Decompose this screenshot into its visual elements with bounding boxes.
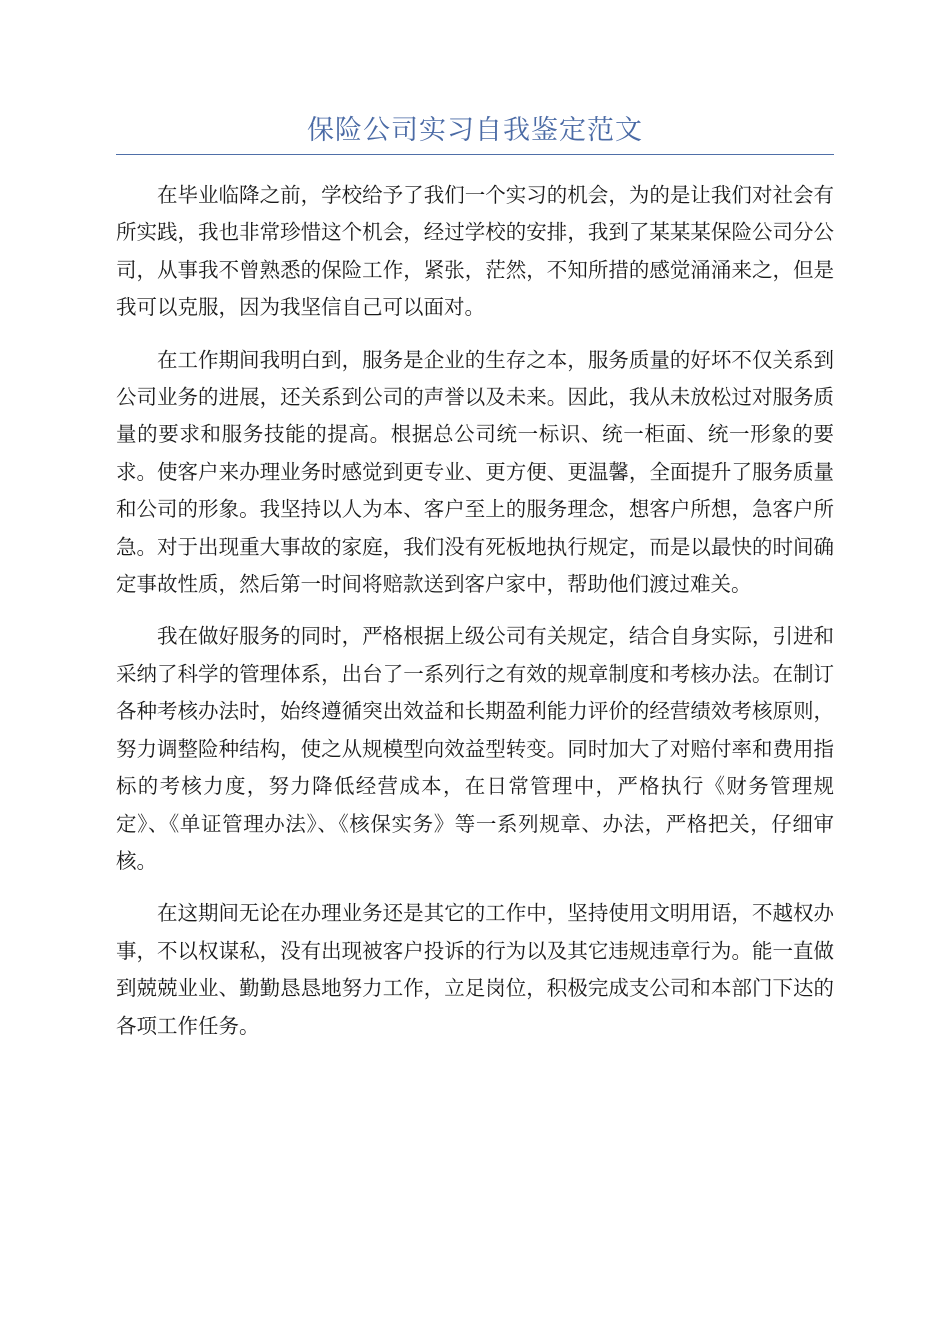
paragraph-3: 我在做好服务的同时，严格根据上级公司有关规定，结合自身实际，引进和采纳了科学的管理体系，出台了一系列行之有效的规章制度和考核办法。在制订各种考核办法时，始终遵循突出效益和长期盈利能力评价的经营绩效考核原则，努力调整险种结构，使之从规模型向效益型转变。同时加大了对赔付率和费用指标的考核力度，努力降低经营成本，在日常管理中，严格执行《财务管理规定》、《单证管理办法》、《核保实务》等一系列规章、办法，严格把关，仔细审核。: [116, 624, 834, 873]
paragraph-1: 在毕业临降之前，学校给予了我们一个实习的机会，为的是让我们对社会有所实践，我也非常珍惜这个机会，经过学校的安排，我到了某某某保险公司分公司，从事我不曾熟悉的保险工作，紧张，茫然，不知所措的感觉涌涌来之，但是我可以克服，因为我坚信自己可以面对。: [116, 183, 834, 320]
document-body: [116, 177, 834, 1060]
title-underline: [116, 154, 834, 155]
paragraph-2: 在工作期间我明白到，服务是企业的生存之本，服务质量的好坏不仅关系到公司业务的进展，还关系到公司的声誉以及未来。因此，我从未放松过对服务质量的要求和服务技能的提高。根据总公司统一标识、统一柜面、统一形象的要求。使客户来办理业务时感觉到更专业、更方便、更温馨，全面提升了服务质量和公司的形象。我坚持以人为本、客户至上的服务理念，想客户所想，急客户所急。对于出现重大事故的家庭，我们没有死板地执行规定，而是以最快的时间确定事故性质，然后第一时间将赔款送到客户家中，帮助他们渡过难关。: [116, 347, 834, 597]
document-title: 保险公司实习自我鉴定范文: [307, 115, 643, 146]
paragraph-4: 在这期间无论在办理业务还是其它的工作中，坚持使用文明用语，不越权办事，不以权谋私，没有出现被客户投诉的行为以及其它违规违章行为。能一直做到兢兢业业、勤勤恳恳地努力工作，立足岗位，积极完成支公司和本部门下达的各项工作任务。: [116, 901, 834, 1038]
